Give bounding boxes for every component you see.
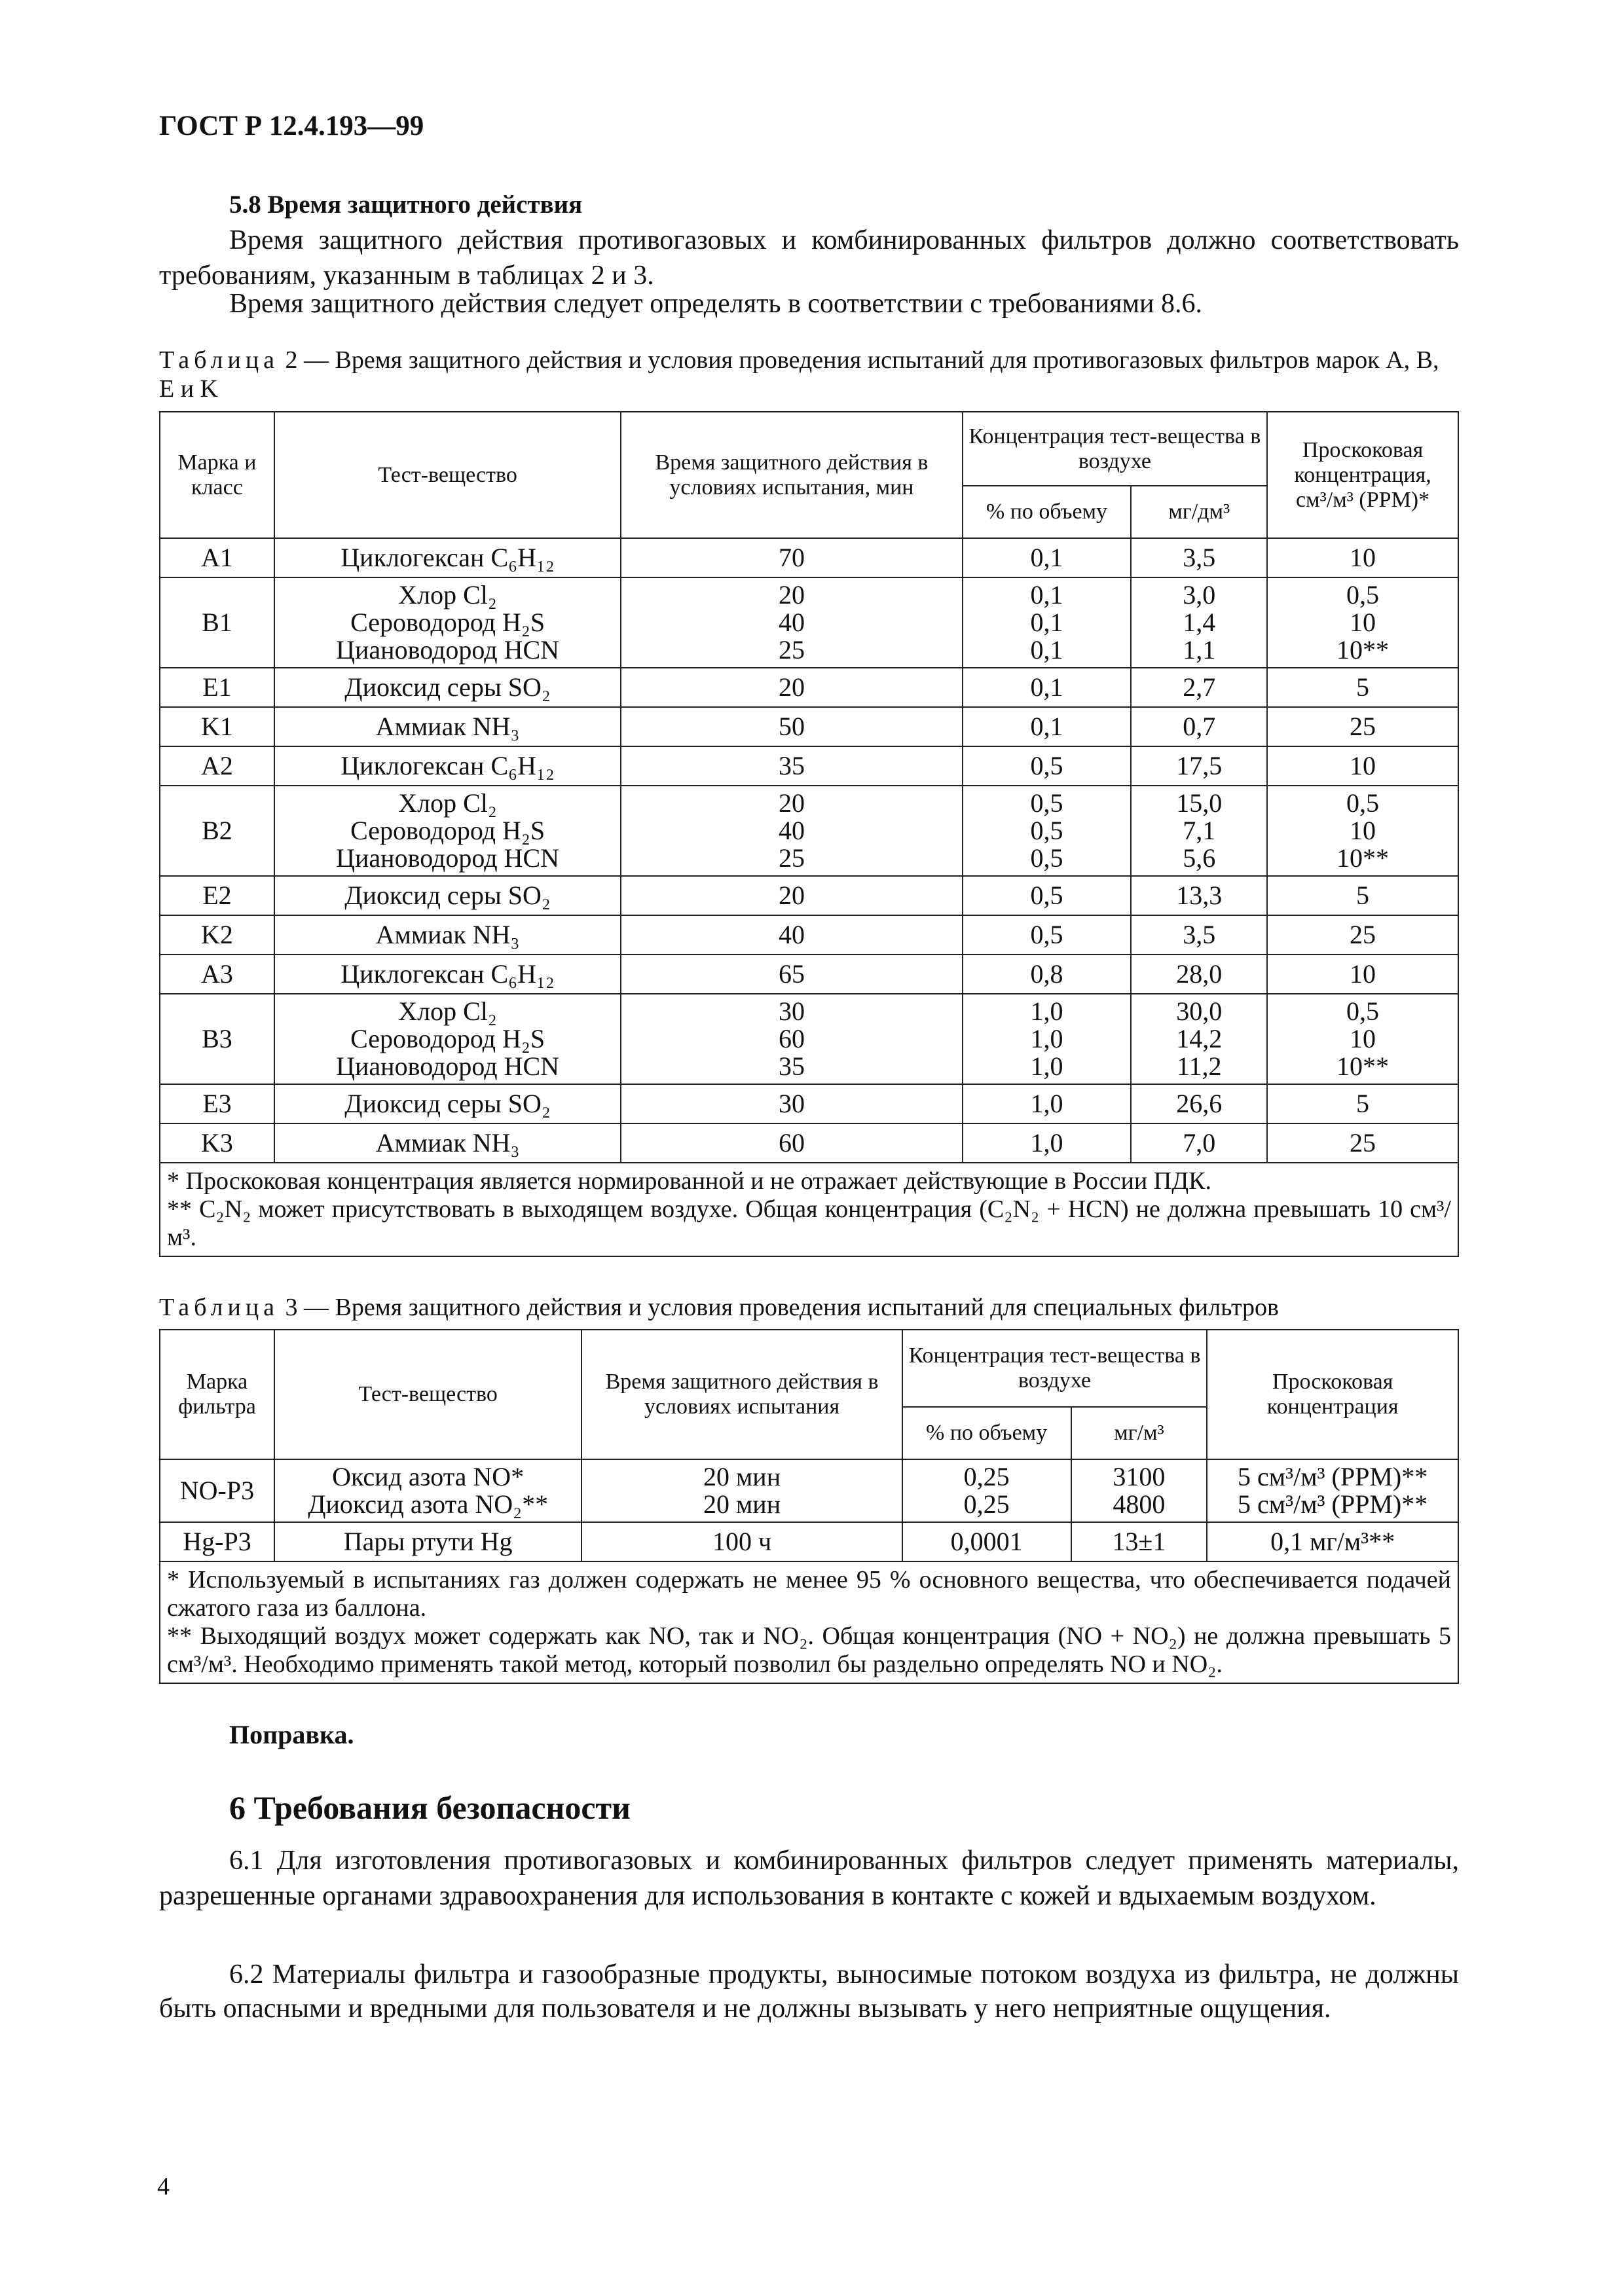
table-3-cell-mark: NO-P3 — [160, 1459, 274, 1522]
table-3-header-substance: Тест-вещество — [274, 1330, 581, 1459]
table-2-row — [160, 668, 1458, 707]
standard-header: ГОСТ Р 12.4.193—99 — [159, 111, 424, 141]
table-2-cell-substance: Диоксид серы SO₂ — [274, 1084, 621, 1123]
table-2-cell-substance: Хлор Cl₂ Сероводород H₂S Циановодород HCN — [274, 786, 621, 876]
table-2-header-breakthrough: Проскоковая концентрация, см³/м³ (PPM)* — [1267, 412, 1458, 538]
table-3-row — [160, 1522, 1458, 1561]
table-2-cell-pct: 0,1 0,1 0,1 — [963, 577, 1132, 668]
table-2-row — [160, 538, 1458, 577]
table-2-cell-mg: 13,3 — [1131, 876, 1267, 915]
table-2-cell-mg: 28,0 — [1131, 955, 1267, 994]
table-3-caption-text: 3 — Время защитного действия и условия проведения испытаний для специальных фильтров — [279, 1294, 1279, 1321]
table-2-row — [160, 707, 1458, 746]
table-3-cell-bt: 0,1 мг/м³** — [1207, 1522, 1458, 1561]
table-3-cell-pct: 0,25 0,25 — [902, 1459, 1071, 1522]
table-2-cell-bt: 25 — [1267, 707, 1458, 746]
section-6-paragraph-2: 6.2 Материалы фильтра и газообразные продукты, выносимые потоком воздуха из фильтра, не должны быть опасными и вредными для пользователя и не должны вызывать у него неприятные ощущения. — [159, 1959, 1459, 2024]
table-2-cell-bt: 25 — [1267, 915, 1458, 955]
table-3-cell-mg: 13±1 — [1071, 1522, 1207, 1561]
table-2-cell-bt: 25 — [1267, 1123, 1458, 1163]
table-3-header-mg-m3: мг/м³ — [1071, 1407, 1207, 1459]
table-3-header-percent-volume: % по объему — [902, 1407, 1071, 1459]
table-2-cell-bt: 0,5 10 10** — [1267, 577, 1458, 668]
table-2-cell-time: 35 — [621, 746, 962, 786]
table-2-cell-time: 60 — [621, 1123, 962, 1163]
table-2-cell-time: 65 — [621, 955, 962, 994]
table-2-cell-bt: 10 — [1267, 538, 1458, 577]
table-2-cell-mg: 3,5 — [1131, 915, 1267, 955]
table-3-cell-substance: Пары ртути Hg — [274, 1522, 581, 1561]
table-2-cell-bt: 5 — [1267, 876, 1458, 915]
table-2-cell-mg: 17,5 — [1131, 746, 1267, 786]
table-2-cell-bt: 0,5 10 10** — [1267, 786, 1458, 876]
table-2-cell-mark: E3 — [160, 1084, 274, 1123]
table-2-row — [160, 1084, 1458, 1123]
table-3-header-time: Время защитного действия в условиях испытания — [581, 1330, 902, 1459]
table-2-cell-mg: 30,0 14,2 11,2 — [1131, 994, 1267, 1084]
table-2-caption — [159, 346, 1459, 403]
table-3-cell-pct: 0,0001 — [902, 1522, 1071, 1561]
table-2-cell-time: 50 — [621, 707, 962, 746]
table-3-note-2: ** Выходящий воздух может содержать как NO, так и NO₂. Общая концентрация (NO + NO₂) не должна превышать 5 см³/м³. Необходимо применять такой метод, который позволил бы раздельно определять NO и NO₂. — [167, 1622, 1451, 1678]
table-2-cell-mark: E1 — [160, 668, 274, 707]
table-2-cell-mark: K3 — [160, 1123, 274, 1163]
table-2-cell-mg: 3,0 1,4 1,1 — [1131, 577, 1267, 668]
table-2-cell-substance: Диоксид серы SO₂ — [274, 668, 621, 707]
table-2-cell-time: 30 60 35 — [621, 994, 962, 1084]
table-3-cell-mark: Hg-P3 — [160, 1522, 274, 1561]
table-3-cell-time: 100 ч — [581, 1522, 902, 1561]
table-2-cell-pct: 0,5 0,5 0,5 — [963, 786, 1132, 876]
table-3-caption-label: Таблица — [159, 1294, 280, 1321]
table-2-cell-mg: 7,0 — [1131, 1123, 1267, 1163]
table-2-row — [160, 955, 1458, 994]
table-2-cell-mark: B2 — [160, 786, 274, 876]
table-2-cell-mark: E2 — [160, 876, 274, 915]
table-2-cell-mg: 0,7 — [1131, 707, 1267, 746]
table-2-cell-mg: 2,7 — [1131, 668, 1267, 707]
table-2-cell-mark: B1 — [160, 577, 274, 668]
table-3-notes — [160, 1561, 1458, 1683]
table-3-row — [160, 1459, 1458, 1522]
correction-note: Поправка. — [229, 1720, 354, 1749]
table-2-header-mg-dm3: мг/дм³ — [1131, 486, 1267, 538]
table-2-cell-time: 30 — [621, 1084, 962, 1123]
table-2-cell-mark: A1 — [160, 538, 274, 577]
table-2-header-concentration: Концентрация тест-вещества в воздухе — [963, 412, 1268, 486]
table-3-cell-time: 20 мин 20 мин — [581, 1459, 902, 1522]
table-2-cell-time: 40 — [621, 915, 962, 955]
table-2-notes — [160, 1163, 1458, 1256]
table-2-cell-pct: 0,8 — [963, 955, 1132, 994]
table-2-cell-pct: 1,0 — [963, 1123, 1132, 1163]
table-2-cell-pct: 1,0 — [963, 1084, 1132, 1123]
table-2-row — [160, 876, 1458, 915]
table-2-cell-substance: Циклогексан C₆H₁₂ — [274, 746, 621, 786]
table-2-cell-substance: Аммиак NH₃ — [274, 1123, 621, 1163]
table-2-cell-pct: 0,1 — [963, 668, 1132, 707]
table-2-cell-substance: Циклогексан C₆H₁₂ — [274, 538, 621, 577]
table-2-cell-mg: 26,6 — [1131, 1084, 1267, 1123]
table-2-caption-text: 2 — Время защитного действия и условия проведения испытаний для противогазовых фильтров марок A, B, E и K — [159, 346, 1439, 403]
table-2-cell-pct: 0,5 — [963, 746, 1132, 786]
table-3-cell-mg: 3100 4800 — [1071, 1459, 1207, 1522]
table-3-header-mark: Марка фильтра — [160, 1330, 274, 1459]
table-2-cell-pct: 1,0 1,0 1,0 — [963, 994, 1132, 1084]
section-5-8-title: 5.8 Время защитного действия — [229, 191, 583, 219]
table-2-cell-bt: 10 — [1267, 746, 1458, 786]
table-3-note-1: * Используемый в испытаниях газ должен содержать не менее 95 % основного вещества, что обеспечивается подачей сжатого газа из баллона. — [167, 1566, 1451, 1622]
table-2-cell-bt: 0,5 10 10** — [1267, 994, 1458, 1084]
table-2-cell-bt: 5 — [1267, 668, 1458, 707]
table-2-cell-pct: 0,5 — [963, 915, 1132, 955]
table-2-caption-label: Таблица — [159, 346, 280, 374]
table-2-cell-substance: Аммиак NH₃ — [274, 707, 621, 746]
table-2-cell-time: 20 40 25 — [621, 786, 962, 876]
table-2-cell-mark: B3 — [160, 994, 274, 1084]
table-2-row — [160, 1123, 1458, 1163]
table-2-cell-mark: A2 — [160, 746, 274, 786]
section-6-title: 6 Требования безопасности — [229, 1789, 631, 1826]
table-2-cell-mg: 15,0 7,1 5,6 — [1131, 786, 1267, 876]
table-2-cell-time: 20 — [621, 668, 962, 707]
table-3-header-breakthrough: Проскоковая концентрация — [1207, 1330, 1458, 1459]
table-3-caption — [159, 1293, 1459, 1322]
table-2-cell-mark: K2 — [160, 915, 274, 955]
table-2-cell-pct: 0,1 — [963, 538, 1132, 577]
table-2-cell-time: 20 — [621, 876, 962, 915]
section-5-8-paragraph-2: Время защитного действия следует определять в соответствии с требованиями 8.6. — [229, 289, 1202, 319]
table-2-header-time: Время защитного действия в условиях испытания, мин — [621, 412, 962, 538]
table-2-cell-pct: 0,5 — [963, 876, 1132, 915]
table-2-note-2: ** C₂N₂ может присутствовать в выходящем воздухе. Общая концентрация (C₂N₂ + HCN) не должна превышать 10 см³/м³. — [167, 1195, 1451, 1251]
table-2-row — [160, 994, 1458, 1084]
table-2-cell-mg: 3,5 — [1131, 538, 1267, 577]
table-2-cell-substance: Хлор Cl₂ Сероводород H₂S Циановодород HCN — [274, 577, 621, 668]
table-2-cell-bt: 5 — [1267, 1084, 1458, 1123]
table-2 — [159, 411, 1459, 1257]
table-2-cell-substance: Циклогексан C₆H₁₂ — [274, 955, 621, 994]
table-2-row — [160, 577, 1458, 668]
table-2-header-substance: Тест-вещество — [274, 412, 621, 538]
table-2-cell-mark: K1 — [160, 707, 274, 746]
table-2-header-mark: Марка и класс — [160, 412, 274, 538]
table-2-cell-bt: 10 — [1267, 955, 1458, 994]
table-2-note-1: * Проскоковая концентрация является нормированной и не отражает действующие в России ПДК. — [167, 1167, 1211, 1195]
table-2-cell-mark: A3 — [160, 955, 274, 994]
table-2-header-percent-volume: % по объему — [963, 486, 1132, 538]
table-2-row — [160, 915, 1458, 955]
table-2-row — [160, 746, 1458, 786]
table-3-cell-bt: 5 см³/м³ (PPM)** 5 см³/м³ (PPM)** — [1207, 1459, 1458, 1522]
table-2-cell-substance: Аммиак NH₃ — [274, 915, 621, 955]
table-2-cell-substance: Диоксид серы SO₂ — [274, 876, 621, 915]
table-2-row — [160, 786, 1458, 876]
table-2-cell-time: 20 40 25 — [621, 577, 962, 668]
table-3-cell-substance: Оксид азота NO* Диоксид азота NO₂** — [274, 1459, 581, 1522]
page-number: 4 — [157, 2173, 170, 2200]
table-2-cell-time: 70 — [621, 538, 962, 577]
table-3 — [159, 1329, 1459, 1684]
section-5-8-paragraph-1: Время защитного действия противогазовых и комбинированных фильтров должно соответствовать требованиям, указанным в таблицах 2 и 3. — [159, 225, 1459, 291]
table-3-header-concentration: Концентрация тест-вещества в воздухе — [902, 1330, 1207, 1407]
section-6-paragraph-1: 6.1 Для изготовления противогазовых и комбинированных фильтров следует применять материалы, разрешенные органами здравоохранения для использования в контакте с кожей и вдыхаемым воздухом. — [159, 1846, 1459, 1911]
table-2-cell-pct: 0,1 — [963, 707, 1132, 746]
table-2-cell-substance: Хлор Cl₂ Сероводород H₂S Циановодород HCN — [274, 994, 621, 1084]
